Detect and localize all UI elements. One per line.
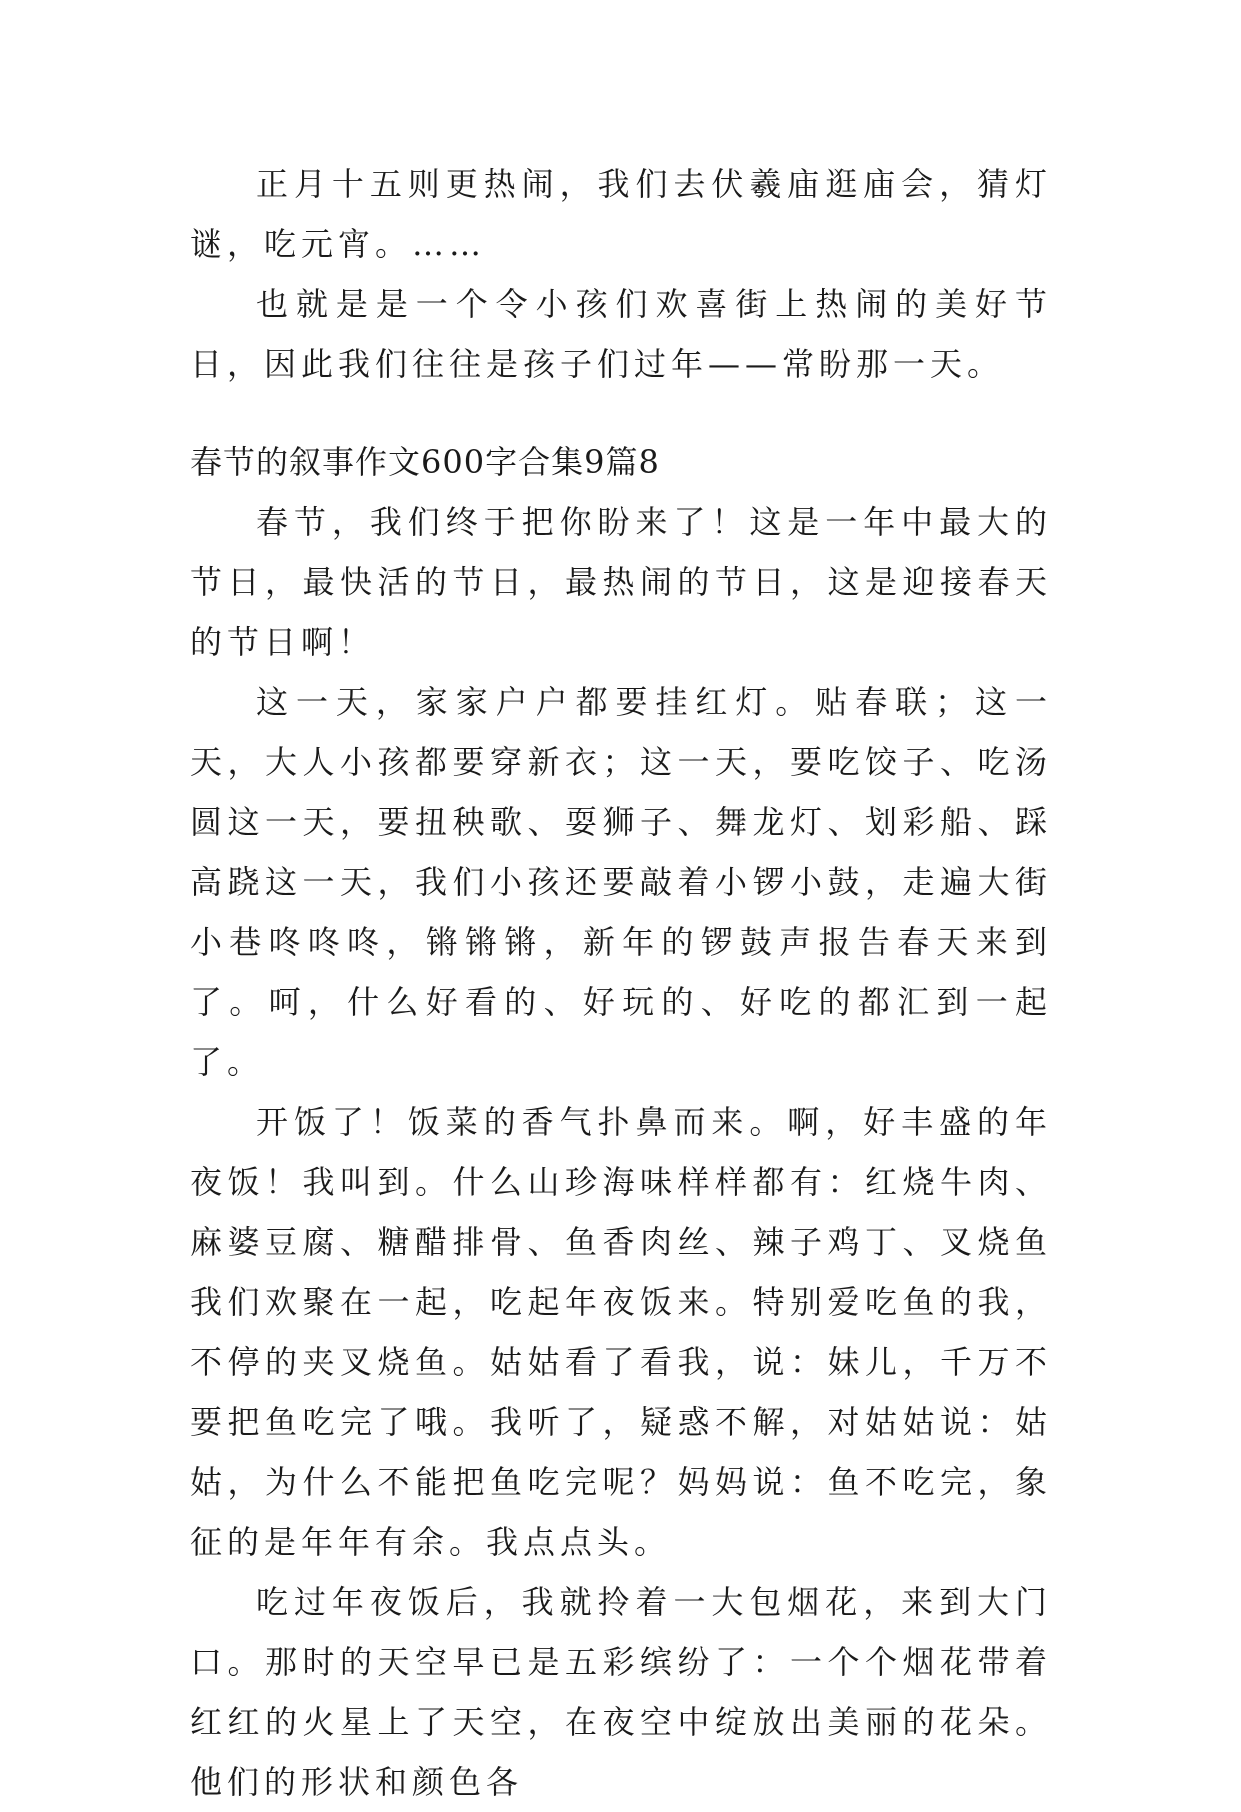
paragraph: 开饭了！饭菜的香气扑鼻而来。啊，好丰盛的年夜饭！我叫到。什么山珍海味样样都有：红烧牛肉、麻婆豆腐、糖醋排骨、鱼香肉丝、辣子鸡丁、叉烧鱼我们欢聚在一起，吃起年夜饭来。特别爱吃鱼的我，不停的夹叉烧鱼。姑姑看了看我，说：妹儿，千万不要把鱼吃完了哦。我听了，疑惑不解，对姑姑说：姑姑，为什么不能把鱼吃完呢？妈妈说：鱼不吃完，象征的是年年有余。我点点头。 <box>190 1103 1052 1561</box>
paragraph: 春节，我们终于把你盼来了！这是一年中最大的节日，最快活的节日，最热闹的节日，这是迎接春天的节日啊！ <box>190 503 1052 661</box>
document-body <box>190 154 1052 1812</box>
paragraph: 吃过年夜饭后，我就拎着一大包烟花，来到大门口。那时的天空早已是五彩缤纷了：一个个烟花带着红红的火星上了天空，在夜空中绽放出美丽的花朵。他们的形状和颜色各 <box>190 1583 1052 1801</box>
paragraph: 正月十五则更热闹，我们去伏羲庙逛庙会，猜灯谜，吃元宵。…… <box>190 165 1052 263</box>
paragraph: 这一天，家家户户都要挂红灯。贴春联；这一天，大人小孩都要穿新衣；这一天，要吃饺子、吃汤圆这一天，要扭秧歌、耍狮子、舞龙灯、划彩船、踩高跷这一天，我们小孩还要敲着小锣小鼓，走遍大街小巷咚咚咚，锵锵锵，新年的锣鼓声报告春天来到了。呵，什么好看的、好玩的、好吃的都汇到一起了。 <box>190 683 1052 1081</box>
essay-title: 春节的叙事作文600字合集9篇8 <box>190 443 660 481</box>
paragraph: 也就是是一个令小孩们欢喜街上热闹的美好节日，因此我们往往是孩子们过年——常盼那一天。 <box>190 285 1052 383</box>
